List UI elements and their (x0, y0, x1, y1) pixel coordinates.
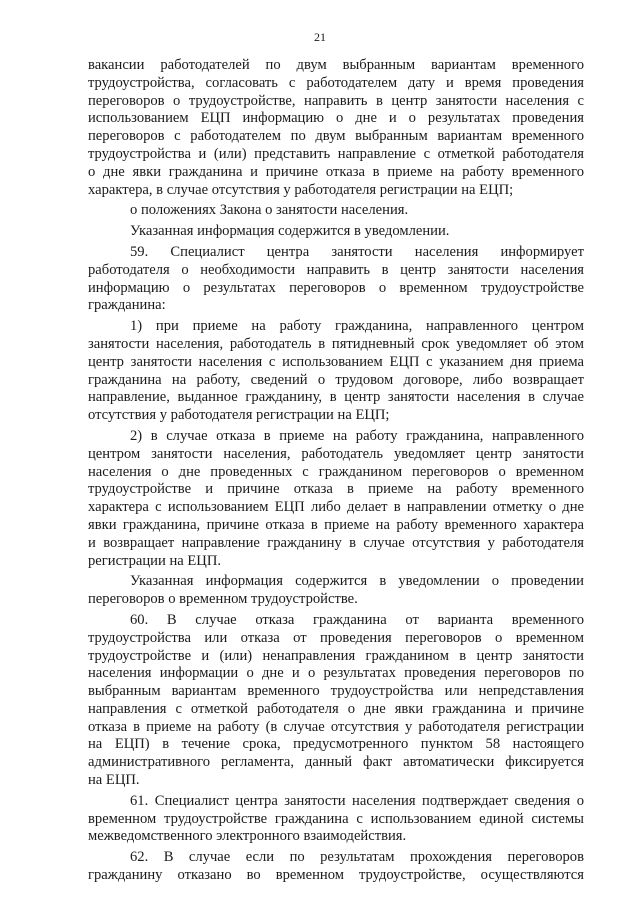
text-line: трудоустройства и (или) представить направление с отметкой работодателя (88, 145, 584, 162)
paragraph (88, 318, 584, 425)
paragraph (88, 202, 584, 220)
text-line: трудоустройстве и причине отказа в приеме на работу временного (88, 481, 584, 498)
text-line: трудоустройства, согласовать с работодателем дату и время проведения (88, 74, 584, 91)
text-line: Указанная информация содержится в уведомлении. (130, 223, 450, 240)
body-text (88, 57, 584, 885)
text-line: 62. В случае если по результатам прохождения переговоров (130, 849, 584, 866)
text-line: 1) при приеме на работу гражданина, направленного центром (130, 318, 584, 335)
text-line: центром занятости населения, работодатель уведомляет центр занятости (88, 445, 584, 462)
text-line: населения информации о дне и о результатах проведения переговоров по (88, 665, 584, 682)
text-line: характера, в случае отсутствия у работодателя регистрации на ЕЦП; (88, 181, 514, 198)
text-line: явки гражданина, причине отказа в приеме на работу временного характера (88, 516, 584, 533)
paragraph (88, 612, 584, 790)
paragraph (88, 849, 584, 885)
text-line: выбранным вариантам временного трудоустройства или непредставления (88, 683, 584, 700)
text-line: направление, выданное гражданину, в центр занятости населения в случае (88, 389, 584, 406)
text-line: Указанная информация содержится в уведомлении о проведении (130, 573, 584, 590)
text-line: и возвращает направление гражданину в случае отсутствия у работодателя (88, 534, 584, 551)
text-line: временном трудоустройстве гражданина с использованием единой системы (88, 810, 584, 827)
text-line: 59. Специалист центра занятости населения информирует (130, 243, 584, 260)
text-line: информацию о результатах переговоров о временном трудоустройстве (88, 279, 584, 296)
text-line: трудоустройства или отказа от проведения переговоров о временном (88, 629, 584, 646)
text-line: трудоустройстве и (или) ненаправления гражданином в центр занятости (88, 647, 584, 664)
text-line: отказа в приеме на работу (в случае отсутствия у работодателя регистрации (88, 718, 584, 735)
text-line: о положениях Закона о занятости населения. (130, 202, 409, 219)
paragraph (88, 428, 584, 570)
text-line: регистрации на ЕЦП. (88, 552, 222, 569)
paragraph (88, 573, 584, 609)
paragraph (88, 57, 584, 199)
text-line: работодателя о необходимости направить в центр занятости населения (88, 261, 584, 278)
text-line: переговоров о временном трудоустройстве. (88, 591, 358, 608)
text-line: населения о дне проведенных с гражданином переговоров о временном (88, 463, 584, 480)
text-line: 60. В случае отказа гражданина от варианта временного (130, 611, 584, 628)
text-line: использованием ЕЦП информацию о дне и о результатах проведения (88, 110, 584, 127)
text-line: направления с отметкой работодателя о дне явки гражданина и причине (88, 700, 584, 717)
text-line: гражданину отказано во временном трудоустройстве, осуществляются (88, 867, 584, 884)
paragraph (88, 244, 584, 315)
text-line: на ЕЦП. (88, 772, 140, 789)
text-line: вакансии работодателей по двум выбранным вариантам временного (88, 57, 584, 73)
text-line: характера с использованием ЕЦП либо делает в направлении отметку о дне (88, 499, 584, 516)
text-line: центр занятости населения с использованием ЕЦП с указанием дня приема (88, 353, 584, 370)
text-line: гражданина на работу, сведений о трудовом договоре, либо возвращает (88, 371, 584, 388)
paragraph (88, 793, 584, 846)
page-number: 21 (314, 30, 326, 44)
text-line: на ЕЦП) в течение срока, предусмотренного пунктом 58 настоящего (88, 736, 584, 753)
text-line: межведомственного электронного взаимодействия. (88, 828, 407, 845)
text-line: переговоров с работодателем по двум выбранным вариантам временного (88, 128, 584, 145)
text-line: административного регламента, данный факт автоматически фиксируется (88, 754, 584, 771)
paragraph (88, 223, 584, 241)
text-line: занятости населения, работодатель в пятидневный срок уведомляет об этом (88, 335, 584, 352)
text-line: переговоров о трудоустройстве, направить в центр занятости населения с (88, 92, 584, 109)
text-line: гражданина: (88, 297, 166, 314)
text-line: 61. Специалист центра занятости населения подтверждает сведения о (130, 792, 584, 809)
text-line: отсутствия у работодателя регистрации на ЕЦП; (88, 407, 390, 424)
text-line: о дне явки гражданина и причине отказа в приеме на работу временного (88, 163, 584, 180)
text-line: 2) в случае отказа в приеме на работу гражданина, направленного (130, 427, 584, 444)
